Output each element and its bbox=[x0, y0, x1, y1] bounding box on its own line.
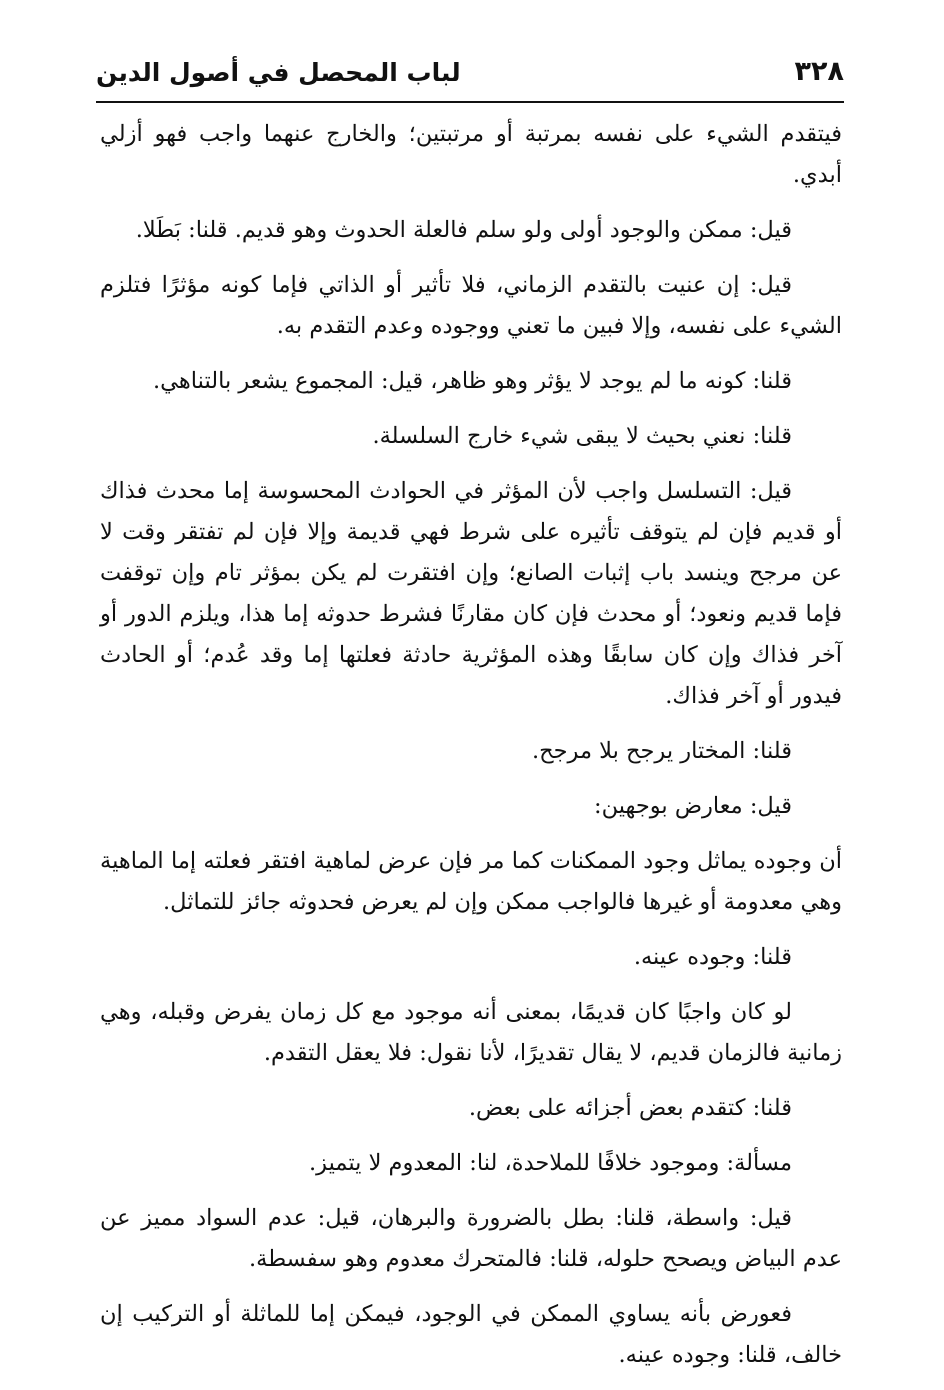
paragraph: قيل: ممكن والوجود أولى ولو سلم فالعلة الحدوث وهو قديم. قلنا: بَطَلا. bbox=[135, 217, 792, 243]
page-body bbox=[100, 114, 842, 1390]
paragraph: قيل: معارض بوجهين: bbox=[594, 793, 792, 819]
page-header bbox=[96, 50, 844, 100]
paragraph: فيتقدم الشيء على نفسه بمرتبة أو مرتبتين؛ والخارج عنهما واجب فهو أزلي أبدي. bbox=[100, 121, 842, 188]
paragraph: فعورض بأنه يساوي الممكن في الوجود، فيمكن إما للماثلة أو التركيب إن خالف، قلنا: وجوده عينه. bbox=[100, 1301, 842, 1368]
paragraph: قيل: واسطة، قلنا: بطل بالضرورة والبرهان، قيل: عدم السواد مميز عن عدم البياض ويصحح حلوله، قلنا: فالمتحرك معدوم وهو سفسطة. bbox=[100, 1205, 842, 1272]
header-rule bbox=[96, 101, 844, 103]
running-title: لباب المحصل في أصول الدين bbox=[96, 58, 461, 87]
paragraph: لو كان واجبًا كان قديمًا، بمعنى أنه موجود مع كل زمان يفرض وقبله، وهي زمانية فالزمان قديم، لا يقال تقديرًا، لأنا نقول: فلا يعقل التقدم. bbox=[100, 999, 842, 1066]
page-number: ٣٢٨ bbox=[794, 56, 844, 87]
paragraph: قيل: إن عنيت بالتقدم الزماني، فلا تأثير أو الذاتي فإما كونه مؤثرًا فتلزم الشيء على نفسه، وإلا فبين ما تعني ووجوده وعدم التقدم به. bbox=[100, 272, 842, 339]
paragraph: قلنا: كونه ما لم يوجد لا يؤثر وهو ظاهر، قيل: المجموع يشعر بالتناهي. bbox=[153, 368, 792, 394]
paragraph: قلنا: كتقدم بعض أجزائه على بعض. bbox=[468, 1095, 792, 1121]
paragraph: قلنا: نعني بحيث لا يبقى شيء خارج السلسلة. bbox=[372, 423, 792, 449]
paragraph: مسألة: وموجود خلافًا للملاحدة، لنا: المعدوم لا يتميز. bbox=[309, 1150, 792, 1176]
paragraph: قيل: التسلسل واجب لأن المؤثر في الحوادث المحسوسة إما محدث فذاك أو قديم فإن لم يتوقف تأثيره على شرط فهي قديمة وإلا فإن لم تفتقر وقت لا عن مرجح وينسد باب إثبات الصانع؛ وإن افتقرت لم يكن بمؤثر تام وإن توقفت فإما قديم ونعود؛ أو محدث فإن كان مقارنًا فشرط حدوثه إما هذا، ويلزم الدور أو آخر فذاك وإن كان سابقًا وهذه المؤثرية حادثة فعلتها إما وقد عُدم؛ أو الحادث فيدور أو آخر فذاك. bbox=[100, 478, 842, 709]
paragraph: قلنا: المختار يرجح بلا مرجح. bbox=[531, 738, 792, 764]
paragraph: أن وجوده يماثل وجود الممكنات كما مر فإن عرض لماهية افتقر فعلته إما الماهية وهي معدومة أو غيرها فالواجب ممكن وإن لم يعرض فحدوثه جائز للتماثل. bbox=[100, 848, 842, 915]
paragraph: قلنا: وجوده عينه. bbox=[633, 944, 792, 970]
